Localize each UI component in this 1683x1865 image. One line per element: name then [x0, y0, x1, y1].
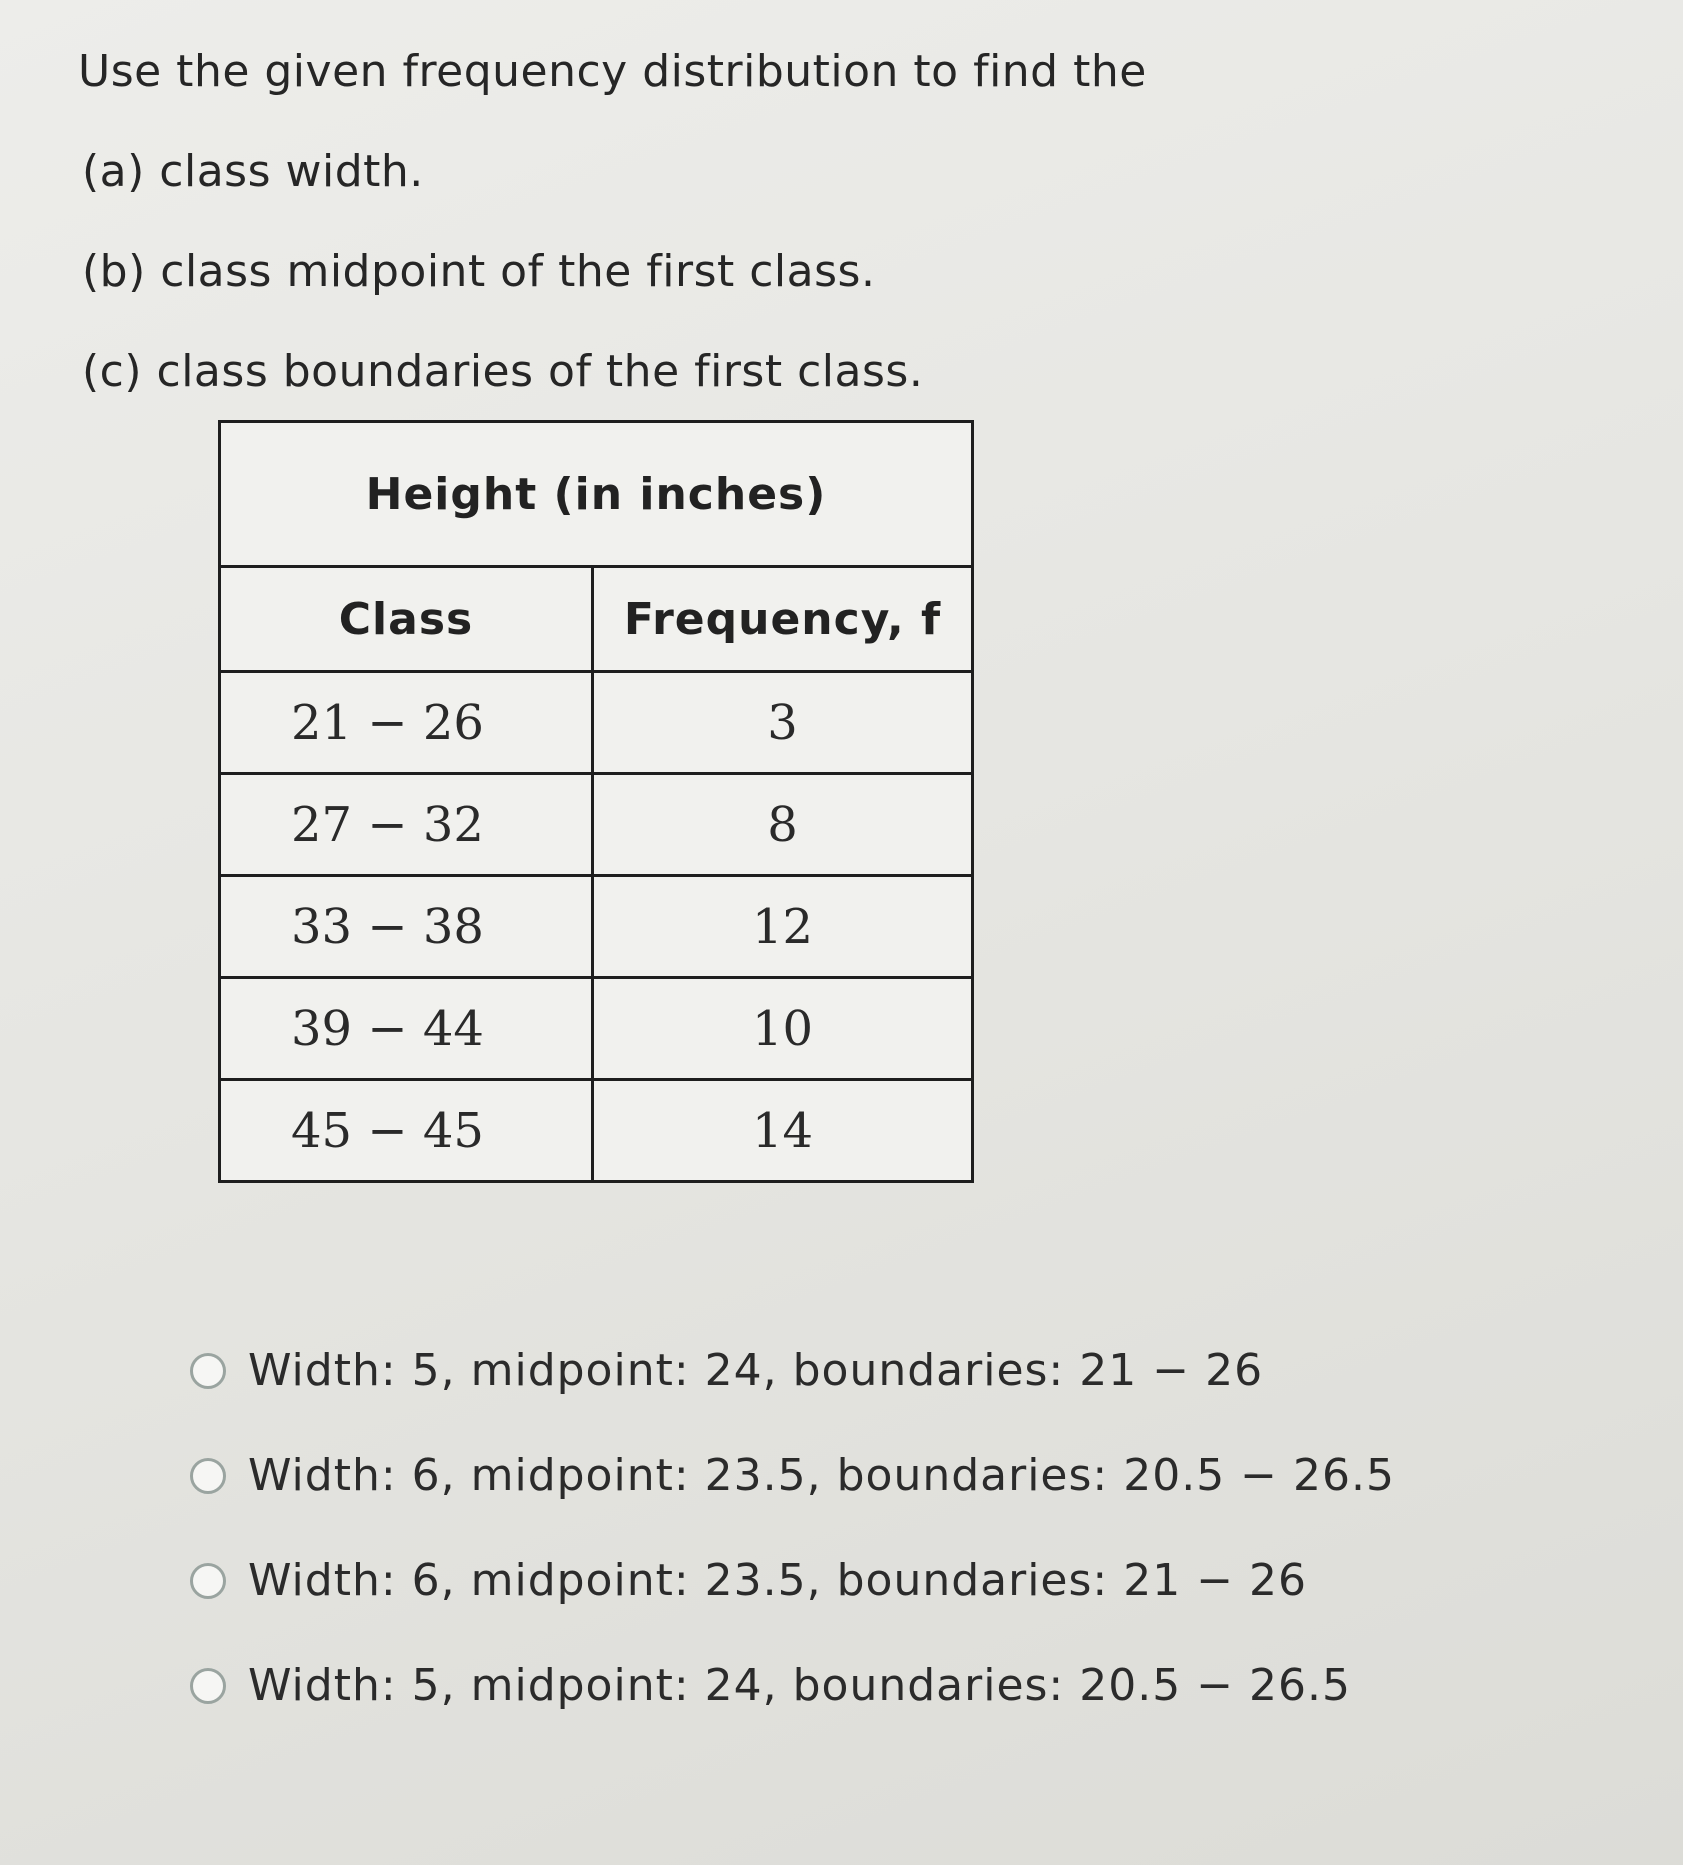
class-cell: 45 − 45: [220, 1080, 593, 1182]
radio-button[interactable]: [190, 1563, 226, 1599]
question-text: [78, 22, 1147, 422]
table-row: [220, 1080, 973, 1182]
frequency-cell: 14: [593, 1080, 973, 1182]
question-part-c: (c) class boundaries of the first class.: [82, 346, 924, 397]
option-label[interactable]: Width: 5, midpoint: 24, boundaries: 20.5 − 26.5: [248, 1660, 1352, 1711]
radio-button[interactable]: [190, 1668, 226, 1704]
column-header-class: Class: [220, 567, 593, 672]
table-row: [220, 774, 973, 876]
table-row: [220, 672, 973, 774]
frequency-cell: 10: [593, 978, 973, 1080]
option-label[interactable]: Width: 6, midpoint: 23.5, boundaries: 21 − 26: [248, 1555, 1308, 1606]
class-cell: 33 − 38: [220, 876, 593, 978]
question-part-a: (a) class width.: [82, 146, 424, 197]
radio-button[interactable]: [190, 1458, 226, 1494]
frequency-cell: 3: [593, 672, 973, 774]
answer-option-3[interactable]: [190, 1528, 1395, 1633]
question-intro: Use the given frequency distribution to find the: [78, 46, 1147, 97]
class-cell: 39 − 44: [220, 978, 593, 1080]
answer-options: [190, 1318, 1395, 1738]
radio-button[interactable]: [190, 1353, 226, 1389]
answer-option-1[interactable]: [190, 1318, 1395, 1423]
answer-option-4[interactable]: [190, 1633, 1395, 1738]
table-header-row: [220, 567, 973, 672]
class-cell: 21 − 26: [220, 672, 593, 774]
frequency-table: [218, 420, 974, 1183]
class-cell: 27 − 32: [220, 774, 593, 876]
frequency-cell: 8: [593, 774, 973, 876]
option-label[interactable]: Width: 5, midpoint: 24, boundaries: 21 − 26: [248, 1345, 1264, 1396]
option-label[interactable]: Width: 6, midpoint: 23.5, boundaries: 20.5 − 26.5: [248, 1450, 1396, 1501]
frequency-cell: 12: [593, 876, 973, 978]
answer-option-2[interactable]: [190, 1423, 1395, 1528]
table-row: [220, 978, 973, 1080]
question-part-b: (b) class midpoint of the first class.: [82, 246, 876, 297]
table-title-row: [220, 422, 973, 567]
table-row: [220, 876, 973, 978]
column-header-frequency: Frequency, f: [593, 567, 973, 672]
table-title: Height (in inches): [220, 422, 973, 567]
